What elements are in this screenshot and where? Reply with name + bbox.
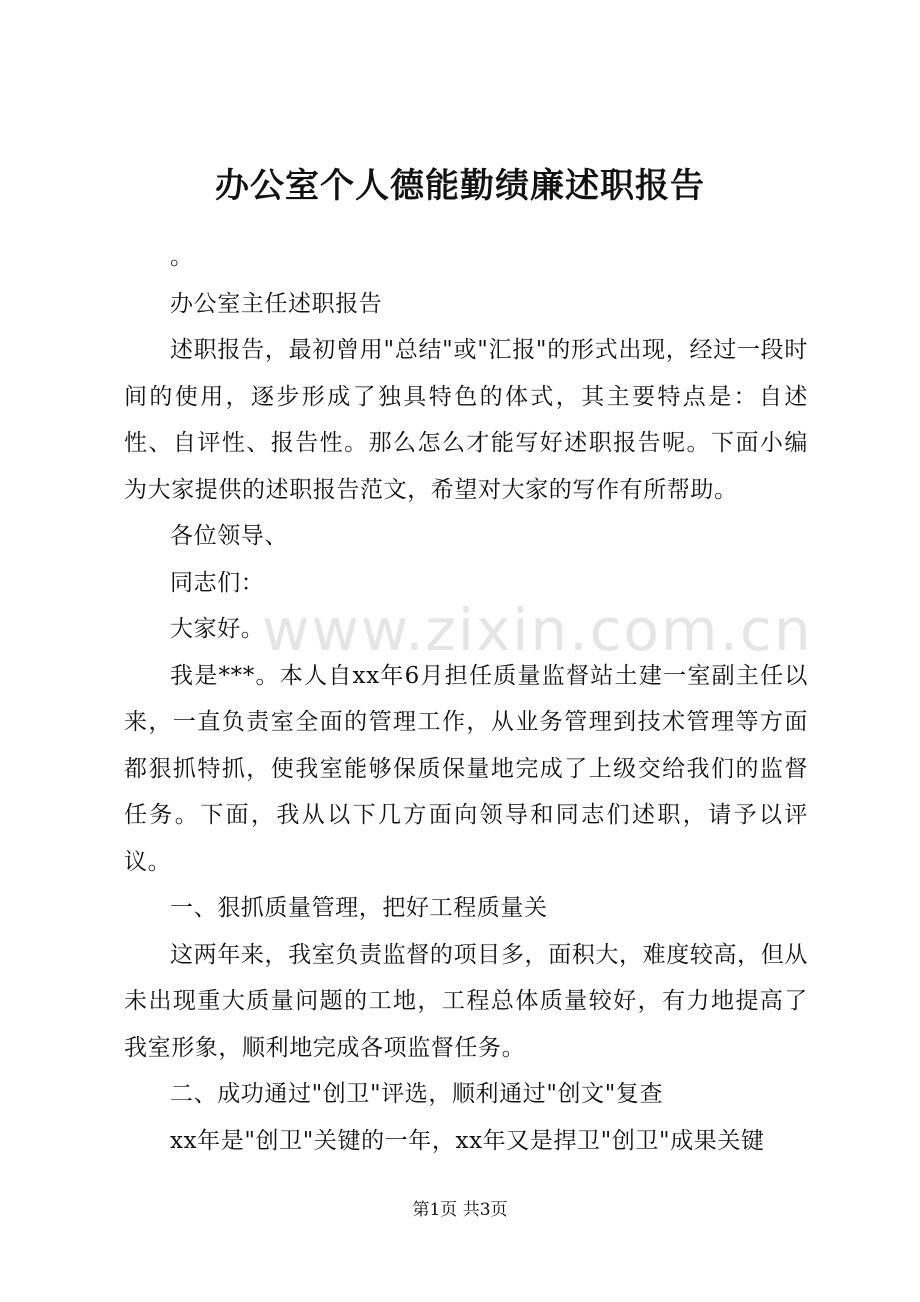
document-body [124, 234, 808, 1164]
paragraph-greeting: 大家好。 [170, 616, 265, 642]
document-title: 办公室个人德能勤绩廉述职报告 [215, 166, 705, 206]
paragraph-self-introduction: 我是***。本人自xx年6月担任质量监督站土建一室副主任以来，一直负责室全面的管理工作，从业务管理到技术管理等方面都狠抓特抓，使我室能够保质保量地完成了上级交给我们的监督任务。下面，我从以下几方面向领导和同志们述职，请予以评议。 [124, 662, 808, 875]
heading-section-two: 二、成功通过"创卫"评选，顺利通过"创文"复查 [170, 1081, 664, 1107]
paragraph-intro: 述职报告，最初曾用"总结"或"汇报"的形式出现，经过一段时间的使用，逐步形成了独具特色的体式，其主要特点是：自述性、自评性、报告性。那么怎么才能写好述职报告呢。下面小编为大家提供的述职报告范文，希望对大家的写作有所帮助。 [124, 337, 808, 503]
page-footer: 第1页 共3页 [412, 1200, 508, 1220]
paragraph-salutation-comrades: 同志们： [170, 569, 265, 596]
paragraph-period: 。 [170, 244, 194, 270]
paragraph-subtitle: 办公室主任述职报告 [170, 290, 383, 317]
watermark-text: www.zixin.com.cn [262, 596, 813, 664]
paragraph-section-two: xx年是"创卫"关键的一年，xx年又是捍卫"创卫"成果关键 [170, 1127, 765, 1154]
paragraph-section-one: 这两年来，我室负责监督的项目多，面积大，难度较高，但从未出现重大质量问题的工地，工程总体质量较好，有力地提高了我室形象，顺利地完成各项监督任务。 [124, 941, 808, 1061]
heading-section-one: 一、狠抓质量管理，把好工程质量关 [170, 895, 548, 921]
paragraph-salutation-leaders: 各位领导、 [170, 523, 288, 549]
